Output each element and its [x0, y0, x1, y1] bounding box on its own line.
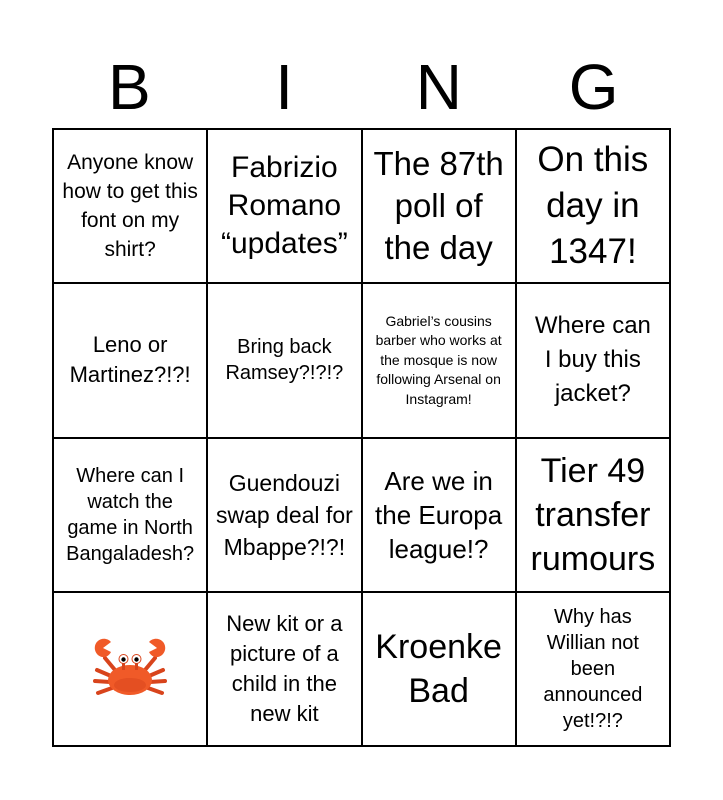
cell-text: Guendouzi swap deal for Mbappe?!?!	[215, 469, 353, 560]
bingo-cell-r1c2[interactable]	[207, 129, 361, 283]
cell-text: The 87th poll of the day	[373, 145, 504, 267]
cell-text: On this day in 1347!	[537, 140, 649, 272]
bingo-header	[52, 52, 671, 122]
header-letter-i: I	[275, 51, 294, 123]
cell-text: Bring back Ramsey?!?!?	[225, 336, 344, 385]
header-letter-g: G	[568, 51, 619, 123]
bingo-grid	[52, 128, 671, 747]
cell-text: Tier 49 transfer rumours	[530, 451, 656, 578]
cell-text: Gabriel’s cousins barber who works at the mosque is now following Arsenal on Instagram!	[375, 312, 502, 407]
cell-text: Kroenke Bad	[375, 627, 502, 710]
cell-text: Anyone know how to get this font on my shirt?	[62, 151, 198, 262]
cell-text: New kit or a picture of a child in the new kit	[226, 610, 343, 726]
cell-text: Leno or Martinez?!?!	[69, 332, 191, 388]
bingo-cell-r3c3[interactable]	[362, 438, 516, 592]
header-letter-b: B	[108, 51, 151, 123]
bingo-cell-r3c1[interactable]	[53, 438, 207, 592]
bingo-cell-r4c4[interactable]	[516, 592, 670, 746]
bingo-cell-r4c3[interactable]	[362, 592, 516, 746]
bingo-cell-r4c2[interactable]	[207, 592, 361, 746]
bingo-cell-r1c1[interactable]	[53, 129, 207, 283]
header-letter-n: N	[415, 51, 462, 123]
bingo-cell-r2c1[interactable]	[53, 283, 207, 437]
cell-text: Fabrizio Romano “updates”	[221, 151, 348, 261]
cell-text: Are we in the Europa league!?	[375, 465, 503, 564]
bingo-cell-r3c4[interactable]	[516, 438, 670, 592]
cell-text: Where can I buy this jacket?	[534, 312, 651, 408]
bingo-cell-r2c3[interactable]	[362, 283, 516, 437]
cell-text: Why has Willian not been announced yet!?!?	[543, 605, 643, 732]
bingo-cell-r2c2[interactable]	[207, 283, 361, 437]
bingo-cell-r4c1[interactable]	[53, 592, 207, 746]
bingo-cell-r2c4[interactable]	[516, 283, 670, 437]
crab-icon	[89, 636, 171, 702]
cell-text: Where can I watch the game in North Bangaladesh?	[66, 464, 195, 565]
bingo-cell-r3c2[interactable]	[207, 438, 361, 592]
bingo-cell-r1c3[interactable]	[362, 129, 516, 283]
bingo-cell-r1c4[interactable]	[516, 129, 670, 283]
